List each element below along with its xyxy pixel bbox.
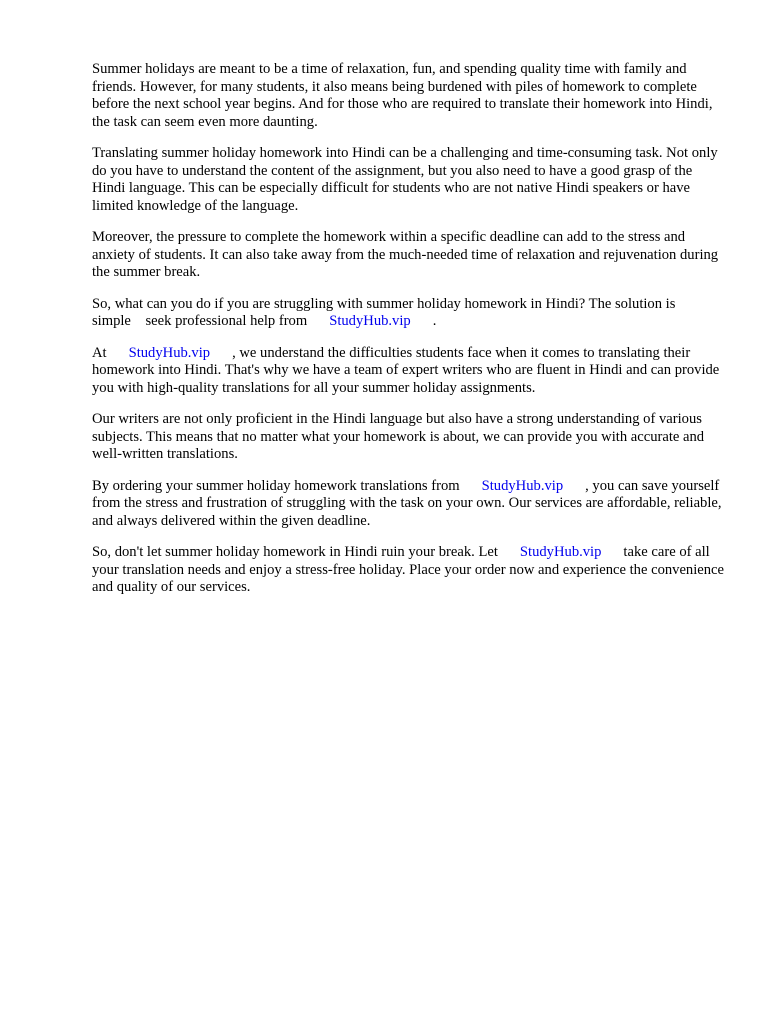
paragraph-about-start: At (92, 344, 107, 361)
paragraph-about (92, 345, 728, 398)
paragraph-solution-text: So, what can you do if you are struggling with summer holiday homework in Hindi? The solution is simple seek professional help from (92, 295, 676, 329)
paragraph-challenge: Translating summer holiday homework into Hindi can be a challenging and time-consuming task. Not only do you have to understand the content of the assignment, but you also need to have a good grasp of the Hindi language. This can be especially difficult for students who are not native Hindi speakers or have limited knowledge of the language. (92, 145, 718, 214)
studyhub-link[interactable]: StudyHub.vip (128, 344, 211, 361)
paragraph-ordering-text: , you can save yourself from the stress and frustration of struggling with the task on your own. Our services are affordable, reliable, and always delivered within the given deadline. (92, 477, 722, 529)
paragraph-solution-end: . (432, 313, 437, 329)
paragraph-ordering-start: By ordering your summer holiday homework translations from (92, 477, 460, 494)
paragraph-closing-text: take care of all your translation needs and enjoy a stress-free holiday. Place your order now and experience the convenience and quality of our services. (92, 544, 725, 595)
paragraph-ordering (92, 478, 728, 531)
paragraph-about-text: , we understand the difficulties students face when it comes to translating their homework into Hindi. That's why we have a team of expert writers who are fluent in Hindi and can provide you with high-quality translations for all your summer holiday assignments. (92, 344, 720, 396)
paragraph-intro: Summer holidays are meant to be a time of relaxation, fun, and spending quality time with family and friends. However, for many students, it also means being burdened with piles of homework to complete before the next school year begins. And for those who are required to translate their homework into Hindi, the task can seem even more daunting. (92, 61, 713, 130)
paragraph-solution (92, 296, 728, 331)
paragraph-pressure: Moreover, the pressure to complete the homework within a specific deadline can add to the stress and anxiety of students. It can also take away from the much-needed time of relaxation and rejuvenation during the summer break. (92, 229, 719, 280)
studyhub-link[interactable]: StudyHub.vip (519, 544, 602, 560)
studyhub-link[interactable]: StudyHub.vip (329, 313, 411, 329)
studyhub-link[interactable]: StudyHub.vip (481, 477, 564, 494)
paragraph-closing (92, 544, 728, 597)
paragraph-closing-start: So, don't let summer holiday homework in Hindi ruin your break. Let (92, 544, 498, 560)
paragraph-writers: Our writers are not only proficient in the Hindi language but also have a strong understanding of various subjects. This means that no matter what your homework is about, we can provide you with accurate and well-written translations. (92, 411, 705, 462)
